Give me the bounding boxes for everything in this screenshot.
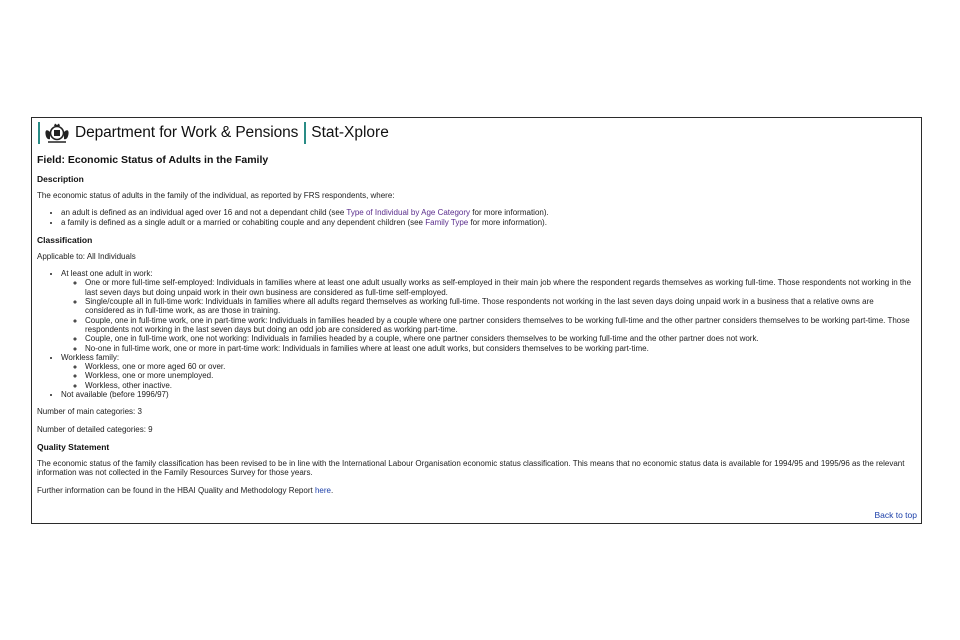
list-item: • a family is defined as a single adult or a married or cohabiting couple and any dependent children (see Family Type for more information).	[61, 218, 915, 227]
list-item: • an adult is defined as an individual aged over 16 and not a dependant child (see Type of Individual by Age Category for more information).	[61, 208, 915, 217]
header-separator	[304, 122, 306, 144]
list-item: ◦ One or more full-time self-employed: Individuals in families where at least one adult usually works as self-employed in their main job where the respondent regards themselves as working full-time. Those respondents not working in the last seven days but doing unpaid work in their own business are considered as full-time self-employed.	[85, 278, 915, 297]
list-item: ◦ No-one in full-time work, one or more in part-time work: Individuals in families where at least one adult works, but considers themselves to be working part-time.	[85, 344, 915, 353]
page-title: Field: Economic Status of Adults in the Family	[37, 154, 269, 166]
applicable-to: Applicable to: All Individuals	[37, 251, 136, 261]
app-name: Stat-Xplore	[311, 124, 389, 141]
classification-heading: Classification	[37, 234, 93, 245]
description-list	[37, 208, 915, 227]
department-name: Department for Work & Pensions	[75, 124, 299, 141]
detailed-categories-count: Number of detailed categories: 9	[37, 424, 153, 434]
field-content	[37, 154, 915, 503]
family-type-link[interactable]: Family Type	[425, 217, 469, 227]
list-item: ◦ Workless, one or more aged 60 or over.	[85, 362, 915, 371]
description-heading: Description	[37, 174, 84, 184]
back-to-top-link[interactable]: Back to top	[874, 510, 917, 520]
list-item: ◦ Workless, one or more unemployed.	[85, 371, 915, 380]
page-header	[38, 121, 389, 145]
quality-heading: Quality Statement	[37, 441, 110, 452]
list-item: • At least one adult in work: ◦ One or more full-time self-employed: Individuals in families where at least one adult usually works as self-employed in their main job where the respondent regards themselves as working full-time. Those respondents not working in the last seven days but doing unpaid work in their own business are considered as full-time self-employed. ◦ Single/couple all in full-time work: Individuals in families where all adults regard themselves as working full-time. Those respondents not working in the last seven days doing unpaid work in a business that a relative owns are considered as in full-time work, as are those in training. ◦ Couple, one in full-time work, one in part-time work: Individuals in families headed by a couple where one partner considers themselves to be working full-time and the other partner considers themselves to be working part-time. Those respondents not working in the last seven days but doing an odd job are considered as working part-time. ◦ Couple, one in full-time work, one not working: Individuals in families headed by a couple, where one partner considers themselves to be working full-time and the other partner does not work. ◦ No-one in full-time work, one or more in part-time work: Individuals in families where at least one adult works, but considers themselves to be working part-time.	[61, 269, 915, 353]
quality-text: The economic status of the family classification has been revised to be in line with the International Labour Organisation economic status classification. This means that no economic status data is available for 1994/95 and 1995/96 as the relevant information was not collected in the Family Resources Survey for those years.	[37, 458, 905, 478]
list-item: ◦ Single/couple all in full-time work: Individuals in families where all adults regard themselves as working full-time. Those respondents not working in the last seven days doing unpaid work in a business that a relative owns are considered as in full-time work, as are those in training.	[85, 297, 915, 316]
sub-list	[61, 278, 915, 352]
sub-list	[61, 362, 915, 390]
type-of-individual-link[interactable]: Type of Individual by Age Category	[346, 208, 471, 218]
main-categories-count: Number of main categories: 3	[37, 407, 142, 417]
further-info: Further information can be found in the HBAI Quality and Methodology Report here.	[37, 485, 334, 495]
list-item: • Not available (before 1996/97)	[61, 390, 915, 399]
royal-crest-icon	[43, 122, 71, 144]
header-accent-bar	[38, 122, 40, 144]
list-item: ◦ Couple, one in full-time work, one not working: Individuals in families headed by a couple, where one partner considers themselves to be working full-time and the other partner does not work.	[85, 334, 915, 343]
hbai-report-link[interactable]: here	[314, 485, 331, 495]
list-item: ◦ Workless, other inactive.	[85, 381, 915, 390]
classification-list	[37, 269, 915, 399]
content-frame	[31, 117, 922, 524]
list-item: ◦ Couple, one in full-time work, one in part-time work: Individuals in families headed by a couple where one partner considers themselves to be working full-time and the other partner considers themselves to be working part-time. Those respondents not working in the last seven days but doing an odd job are considered as working part-time.	[85, 316, 915, 335]
description-intro: The economic status of adults in the family of the individual, as reported by FRS respondents, where:	[37, 191, 395, 200]
list-item: • Workless family: ◦ Workless, one or more aged 60 or over. ◦ Workless, one or more unemployed. ◦ Workless, other inactive.	[61, 353, 915, 390]
